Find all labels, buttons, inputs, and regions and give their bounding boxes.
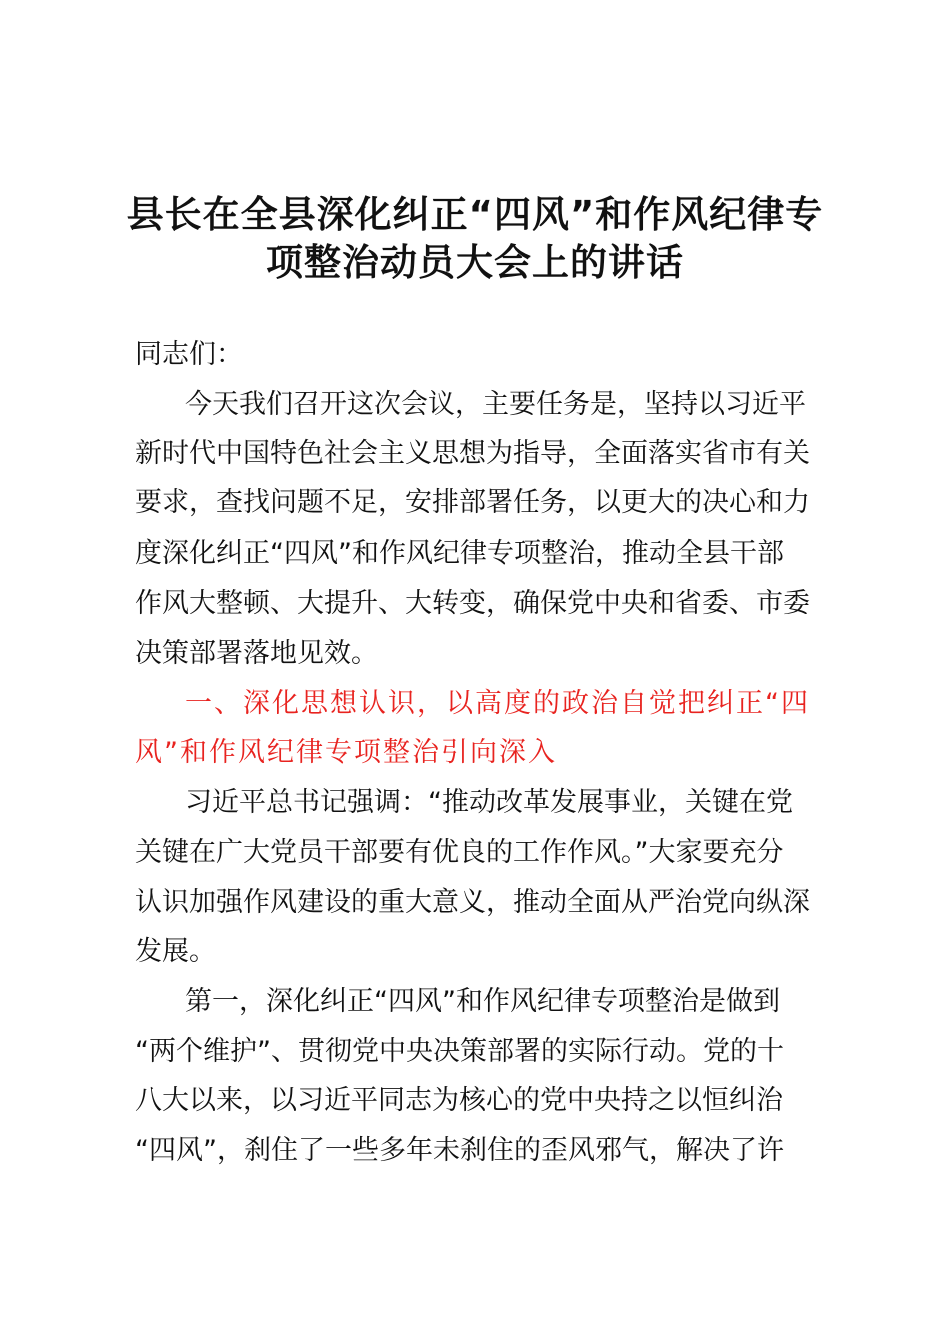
paragraph-line: 习近平总书记强调：“推动改革发展事业，关键在党 xyxy=(185,787,793,818)
paragraph-line: 发展。 xyxy=(135,936,216,967)
paragraph-line: 度深化纠正“四风”和作风纪律专项整治，推动全县干部 xyxy=(135,538,784,569)
document-title-line-1: 县长在全县深化纠正“四风”和作风纪律专 xyxy=(126,193,824,236)
paragraph-line: “两个维护”、贯彻党中央决策部署的实际行动。党的十 xyxy=(135,1036,784,1067)
paragraph-line: 作风大整顿、大提升、大转变，确保党中央和省委、市委 xyxy=(135,588,810,619)
paragraph-line: 新时代中国特色社会主义思想为指导，全面落实省市有关 xyxy=(135,438,810,469)
paragraph-line: 今天我们召开这次会议，主要任务是，坚持以习近平 xyxy=(185,389,806,420)
section-heading-line: 风”和作风纪律专项整治引向深入 xyxy=(135,737,557,768)
section-heading-line: 一、深化思想认识，以高度的政治自觉把纠正“四 xyxy=(185,688,810,719)
document-title-line-2: 项整治动员大会上的讲话 xyxy=(266,241,684,284)
paragraph-line: 要求，查找问题不足，安排部署任务，以更大的决心和力 xyxy=(135,487,810,518)
salutation: 同志们： xyxy=(135,339,243,370)
paragraph-line: “四风”，刹住了一些多年未刹住的歪风邪气，解决了许 xyxy=(135,1135,784,1166)
paragraph-line: 认识加强作风建设的重大意义，推动全面从严治党向纵深 xyxy=(135,887,810,918)
paragraph-line: 关键在广大党员干部要有优良的工作作风。”大家要充分 xyxy=(135,837,784,868)
paragraph-line: 八大以来，以习近平同志为核心的党中央持之以恒纠治 xyxy=(135,1085,783,1116)
paragraph-line: 决策部署落地见效。 xyxy=(135,638,378,669)
paragraph-line: 第一，深化纠正“四风”和作风纪律专项整治是做到 xyxy=(185,986,780,1017)
